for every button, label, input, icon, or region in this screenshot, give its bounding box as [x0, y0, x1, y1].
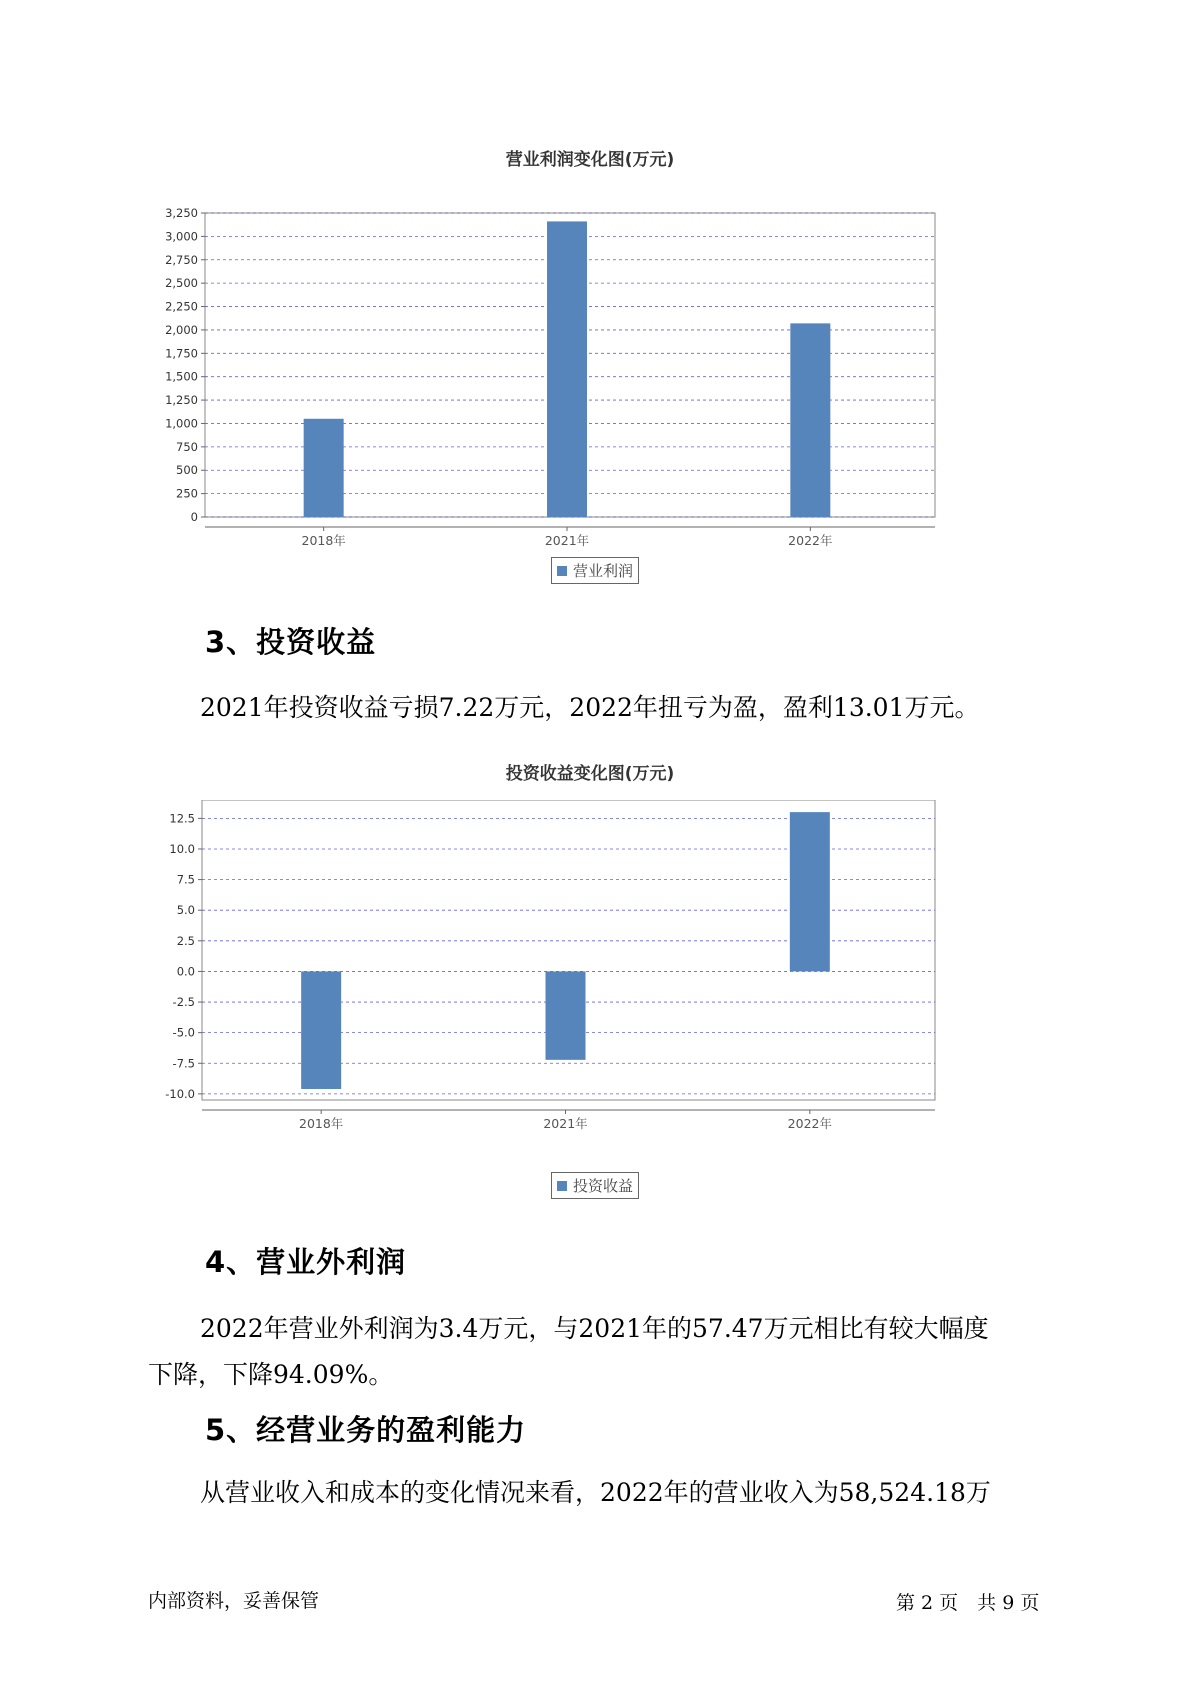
y-tick-label: -7.5	[172, 1056, 195, 1071]
paragraph-line: 从营业收入和成本的变化情况来看，2022年的营业收入为58,524.18万	[200, 1478, 991, 1507]
chart-plot	[140, 180, 1040, 580]
y-tick-label: 7.5	[176, 872, 195, 887]
bar	[547, 221, 587, 517]
paragraph-profitability	[148, 1470, 1058, 1516]
y-tick-label: 250	[176, 486, 198, 501]
y-tick-label: 1,750	[165, 346, 198, 361]
x-tick-label: 2022年	[787, 1116, 832, 1131]
section-heading-profitability: 5、经营业务的盈利能力	[205, 1413, 527, 1447]
y-tick-label: 2,500	[165, 276, 198, 291]
x-tick-label: 2018年	[301, 533, 346, 548]
chart-title: 投资收益变化图(万元)	[505, 764, 675, 784]
y-tick-label: 2,250	[165, 299, 198, 314]
paragraph-line: 2021年投资收益亏损7.22万元，2022年扭亏为盈，盈利13.01万元。	[200, 693, 980, 722]
paragraph-investment	[148, 685, 1058, 731]
section-heading-non-operating: 4、营业外利润	[205, 1245, 407, 1279]
x-tick-label: 2022年	[788, 533, 833, 548]
paragraph-line: 2022年营业外利润为3.4万元，与2021年的57.47万元相比有较大幅度	[200, 1314, 989, 1343]
bar	[790, 323, 830, 517]
y-tick-label: 0.0	[176, 964, 195, 979]
y-tick-label: 3,250	[165, 206, 198, 220]
y-tick-label: 3,000	[165, 229, 198, 244]
legend-swatch-icon	[557, 566, 567, 576]
footer-page-number: 第 2 页 共 9 页	[896, 1592, 1040, 1614]
y-tick-label: -2.5	[172, 995, 195, 1010]
operating-profit-chart	[140, 140, 1040, 590]
y-tick-label: 500	[176, 463, 198, 478]
y-tick-label: 5.0	[176, 903, 195, 918]
y-tick-label: 12.5	[169, 811, 195, 826]
y-tick-label: 750	[176, 439, 198, 454]
legend-label: 投资收益	[573, 1177, 634, 1195]
y-tick-label: 1,250	[165, 393, 198, 408]
x-tick-label: 2018年	[299, 1116, 344, 1131]
legend-swatch-icon	[557, 1181, 567, 1191]
legend-label: 营业利润	[573, 562, 634, 580]
y-tick-label: 1,000	[165, 416, 198, 431]
y-tick-label: 2,750	[165, 252, 198, 267]
section-heading-investment: 3、投资收益	[205, 625, 377, 659]
x-tick-label: 2021年	[543, 1116, 588, 1131]
y-tick-label: 1,500	[165, 369, 198, 384]
paragraph-non-operating	[148, 1306, 1058, 1398]
x-tick-label: 2021年	[544, 533, 590, 548]
footer-confidential-note: 内部资料，妥善保管	[148, 1590, 320, 1612]
y-tick-label: -10.0	[165, 1086, 195, 1101]
paragraph-line: 下降，下降94.09%。	[148, 1360, 394, 1389]
y-tick-label: 2,000	[165, 322, 198, 337]
chart-legend	[551, 557, 639, 584]
bar	[790, 812, 830, 971]
bar	[304, 419, 344, 517]
bar	[301, 971, 341, 1089]
y-tick-label: 10.0	[169, 841, 195, 856]
chart-title: 营业利润变化图(万元)	[505, 150, 675, 170]
y-tick-label: 0	[190, 510, 198, 524]
investment-income-chart	[140, 754, 1040, 1204]
y-tick-label: -5.0	[172, 1025, 195, 1040]
bar	[546, 971, 586, 1059]
chart-plot	[140, 800, 1040, 1200]
y-tick-label: 2.5	[176, 933, 195, 948]
chart-legend	[551, 1172, 639, 1199]
